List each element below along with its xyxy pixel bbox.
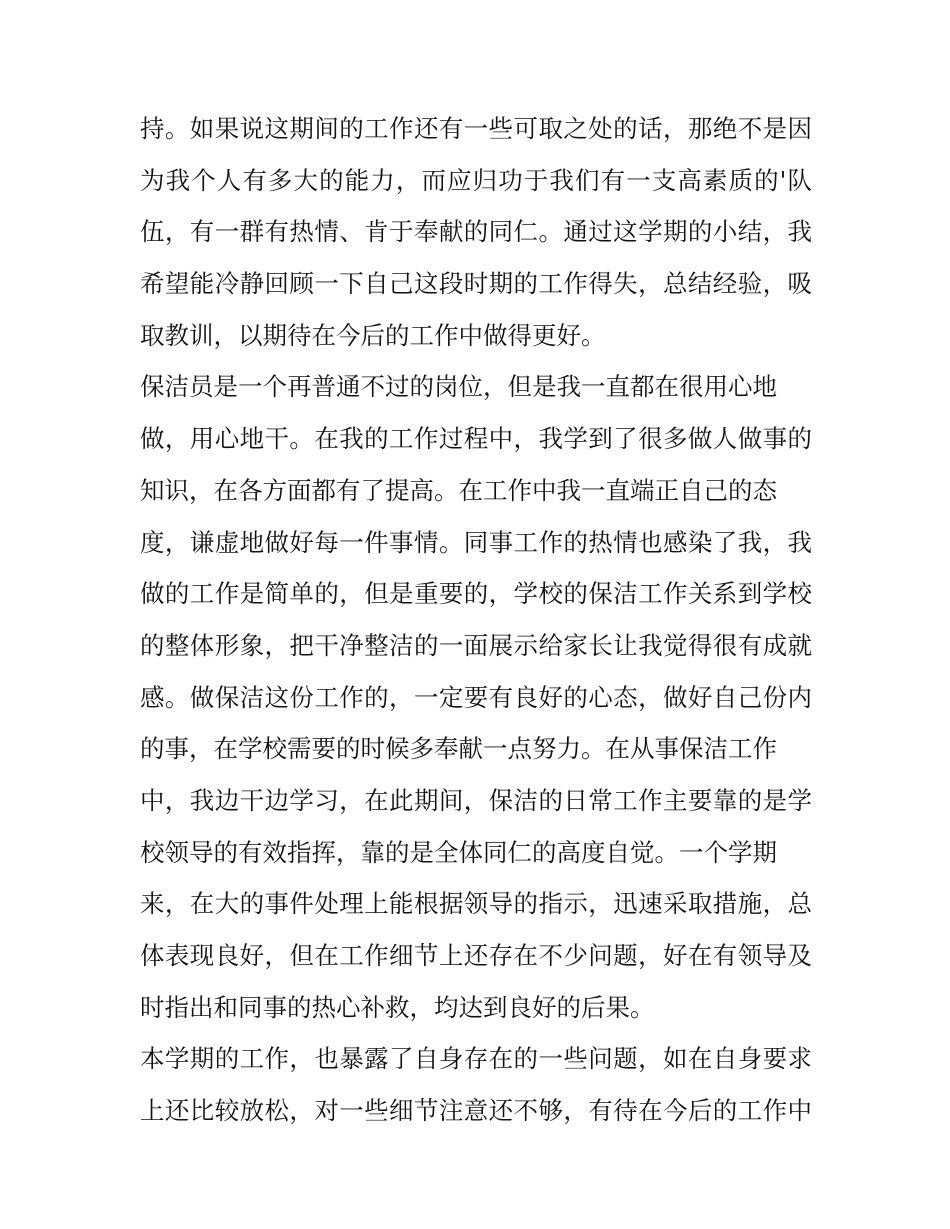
text-line: 感。做保洁这份工作的，一定要有良好的心态，做好自己份内 — [140, 682, 812, 712]
text-line: 来，在大的事件处理上能根据领导的指示，迅速采取措施，总 — [140, 889, 812, 919]
text-line: 中，我边干边学习，在此期间，保洁的日常工作主要靠的是学 — [140, 785, 812, 815]
text-line: 本学期的工作，也暴露了自身存在的一些问题，如在自身要求 — [140, 1044, 812, 1074]
text-line: 保洁员是一个再普通不过的岗位，但是我一直都在很用心地 — [140, 372, 777, 402]
text-line: 持。如果说这期间的工作还有一些可取之处的话，那绝不是因 — [140, 114, 812, 143]
text-line: 知识，在各方面都有了提高。在工作中我一直端正自己的态 — [140, 475, 777, 505]
text-line: 希望能冷静回顾一下自己这段时期的工作得失，总结经验，吸 — [140, 269, 812, 299]
text-line: 体表现良好，但在工作细节上还存在不少问题，好在有领导及 — [140, 941, 812, 970]
text-line: 为我个人有多大的能力，而应归功于我们有一支高素质的'队 — [140, 165, 812, 195]
text-line: 做的工作是简单的，但是重要的，学校的保洁工作关系到学校 — [140, 579, 812, 609]
text-line: 校领导的有效指挥，靠的是全体同仁的高度自觉。一个学期 — [140, 837, 777, 867]
text-line: 上还比较放松，对一些细节注意还不够，有待在今后的工作中 — [140, 1096, 812, 1126]
text-line: 伍，有一群有热情、肯于奉献的同仁。通过这学期的小结，我 — [140, 217, 812, 247]
text-line: 取教训，以期待在今后的工作中做得更好。 — [140, 320, 606, 350]
text-line: 的整体形象，把干净整洁的一面展示给家长让我觉得很有成就 — [140, 630, 812, 660]
text-line: 时指出和同事的热心补救，均达到良好的后果。 — [140, 992, 655, 1022]
text-line: 做，用心地干。在我的工作过程中，我学到了很多做人做事的 — [140, 424, 812, 454]
text-line: 度，谦虚地做好每一件事情。同事工作的热情也感染了我，我 — [140, 527, 812, 557]
body-text — [140, 103, 812, 1137]
text-line: 的事，在学校需要的时候多奉献一点努力。在从事保洁工作 — [140, 734, 777, 764]
